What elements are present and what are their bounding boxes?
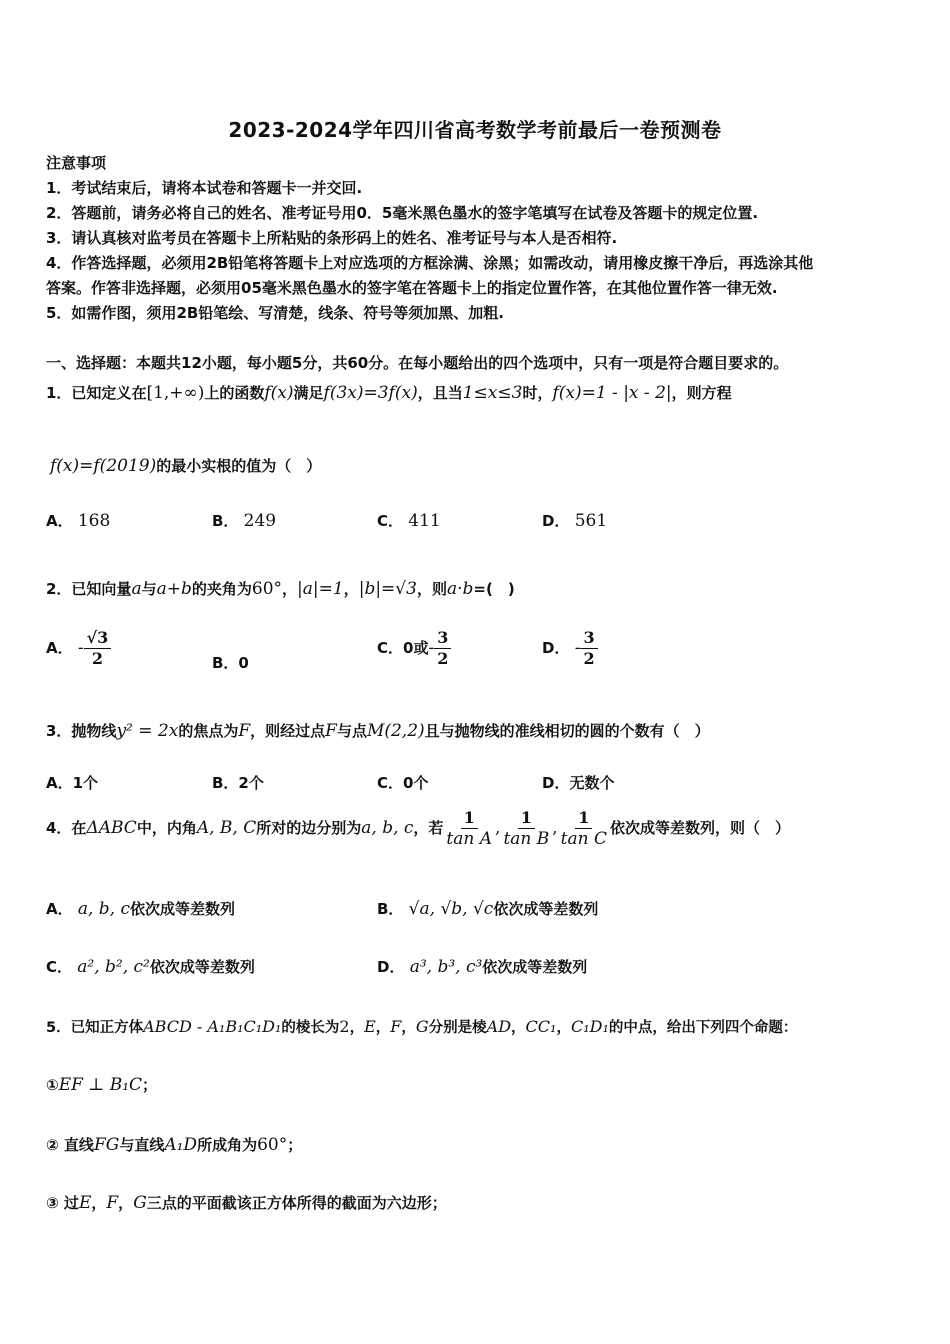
option-label: D． [542,512,570,530]
option-value: 411 [408,511,441,531]
notice-item: 5．如需作图，须用2B铅笔绘、写清楚，线条、符号等须加黑、加粗. [46,304,505,322]
statement-text: ② 直线 [46,1136,94,1154]
question-text: ， [349,1020,365,1036]
option-d [542,628,598,669]
option-a: A．1个 [46,774,99,792]
option-c: C．0个 [377,774,429,792]
math-expr: FG [93,1135,120,1155]
option-label: B． [212,512,239,530]
option-b: B．2个 [212,774,264,792]
option-d [377,956,587,977]
math-expr: 60° [251,579,283,599]
question-text: ， [556,1020,571,1036]
question-text: 满足 [293,384,324,402]
statement-number: ① [46,1076,59,1094]
numerator: 1 [461,808,478,829]
notice-item: 2．答题前，请务必将自己的姓名、准考证号用0．5毫米黑色墨水的签字笔填写在试卷及答题卡的规定位置. [46,204,759,222]
math-expr: A, B, C [196,818,257,838]
option-d: D．无数个 [542,774,615,792]
question-text: 且与抛物线的准线相切的圆的个数有（ ） [424,722,710,740]
math-expr: EF ⊥ B₁C [58,1075,143,1095]
fraction [580,628,597,669]
option-label: C． [46,958,73,976]
math-expr: |b|=√3 [358,579,417,599]
question-text: 的最小实根的值为（ ） [156,457,322,475]
question-text: 3．抛物线 [46,722,117,740]
notice-item: 3．请认真核对监考员在答题卡上所粘贴的条形码上的姓名、准考证号与本人是否相符. [46,229,618,247]
statement-text: ③ 过 [46,1194,79,1212]
question-2 [46,578,515,599]
option-b: B．0 [212,654,249,672]
question-text: 4．在 [46,819,87,837]
math-expr: 2 [339,1017,350,1036]
question-text: ，若 [413,819,444,837]
statement-text: 三点的平面截该正方体所得的截面为六边形； [146,1194,447,1212]
math-expr: E [364,1017,376,1036]
question-text: =( ) [473,580,515,598]
question-text: ，则方程 [671,384,732,402]
statement-text: ； [287,1136,303,1154]
math-expr: F [106,1193,119,1213]
option-c [377,628,451,669]
question-text: 与点 [336,722,367,740]
option-c [46,956,255,977]
statement-text: ； [142,1076,158,1094]
question-text: 2．已知向量 [46,580,132,598]
question-text: 所对的边分别为 [256,819,362,837]
question-text: ，则经过点 [250,722,326,740]
option-label: A． [46,639,73,657]
denominator: tan B [503,829,550,849]
question-text: 5．已知正方体 [46,1020,144,1036]
option-text: 依次成等差数列 [493,900,599,918]
question-text: 与 [141,580,157,598]
option-a [46,510,110,531]
math-expr: F [390,1017,402,1036]
math-expr: F [325,721,337,741]
math-expr: a, b, c [361,818,414,838]
question-text: ， [343,580,359,598]
question-text: ，且当 [417,384,463,402]
option-text: 依次成等差数列 [130,900,236,918]
math-expr: E [78,1193,92,1213]
fraction [558,808,610,849]
notice-heading: 注意事项 [46,154,107,172]
math-expr: ABCD - A₁B₁C₁D₁ [143,1017,282,1036]
math-expr: 1≤x≤3 [462,383,523,403]
option-value: 168 [77,511,111,531]
question-text: ，则 [416,580,447,598]
question-text: 的中点，给出下列四个命题： [608,1020,798,1036]
statement-2 [46,1134,302,1155]
numerator: 1 [518,808,535,829]
math-expr: f(x)=1 - |x - 2| [552,383,672,403]
question-1 [46,382,732,403]
numerator: 3 [580,628,597,649]
question-text: 时， [522,384,553,402]
question-text: ， [511,1020,526,1036]
math-expr: f(3x)=3f(x) [323,383,418,403]
math-expr: A₁D [164,1135,198,1155]
option-label: D． [377,958,405,976]
option-label: C． [377,512,404,530]
option-label: B． [377,900,404,918]
notice-item: 1．考试结束后，请将本试卷和答题卡一并交回. [46,179,363,197]
option-label: A． [46,900,73,918]
math-expr: a+b [156,579,192,599]
question-text: 分别是棱 [428,1020,487,1036]
math-expr: a, b, c [77,899,130,919]
denominator: tan C [560,829,607,849]
numerator: 3 [434,628,451,649]
statement-text: 所成角为 [197,1136,258,1154]
math-expr: f(x) [264,383,294,403]
question-text: ， [282,580,298,598]
question-text: 的焦点为 [178,722,239,740]
math-expr: y² = 2x [116,721,179,741]
question-text: 依次成等差数列，则（ ） [609,819,790,837]
question-text: 上的函数 [204,384,265,402]
denominator: 2 [583,649,595,668]
option-c [377,510,441,531]
question-text: 的夹角为 [191,580,252,598]
math-expr: a [131,579,142,599]
statement-3 [46,1192,447,1213]
question-text: ， [375,1020,391,1036]
fraction [500,808,552,849]
math-expr: |a|=1 [297,579,344,599]
math-expr: [1,+∞) [146,383,205,403]
option-a [46,898,235,919]
notice-item: 4．作答选择题，必须用2B铅笔将答题卡上对应选项的方框涂满、涂黑；如需改动，请用橡皮擦干净后，再选涂其他 [46,254,814,272]
statement-text: ， [118,1194,134,1212]
math-expr: f(x)=f(2019) [50,456,157,476]
fraction [434,628,451,669]
fraction [84,628,112,669]
statement-text: ， [91,1194,107,1212]
notice-item: 答案。作答非选择题，必须用05毫米黑色墨水的签字笔在答题卡上的指定位置作答，在其他位置作答一律无效. [46,279,778,297]
option-label: D． [542,639,570,657]
math-expr: G [133,1193,147,1213]
question-5 [46,1016,797,1037]
option-text: 依次成等差数列 [482,958,588,976]
question-text: 中，内角 [136,819,197,837]
option-value: 249 [243,511,277,531]
denominator: 2 [91,649,103,668]
option-d [542,510,607,531]
minus-sign: - [77,638,84,658]
math-expr: G [415,1017,429,1036]
math-expr: 60° [257,1135,288,1155]
question-text: 1．已知定义在 [46,384,147,402]
option-text: 依次成等差数列 [149,958,255,976]
question-text: 的棱长为 [281,1020,340,1036]
math-expr: C₁D₁ [570,1017,609,1036]
numerator: √3 [84,628,112,649]
statement-1 [46,1074,157,1095]
math-expr: a³, b³, c³ [409,957,483,977]
denominator: 2 [437,649,449,668]
page-title: 2023-2024学年四川省高考数学考前最后一卷预测卷 [228,118,722,142]
math-expr: a·b [446,579,474,599]
option-b [377,898,598,919]
question-text: ， [401,1020,416,1036]
option-value: 561 [574,511,608,531]
math-expr: a², b², c² [77,957,150,977]
question-1-cont [50,455,321,476]
denominator: tan A [446,829,493,849]
question-4: 4．在ΔABC中，内角A, B, C所对的边分别为a, b, c，若 $\frac{1}{\text{tan A}}$ , $\frac{1}{\text{tan B}}$ , $\frac{1}{\text{tan C}}$ 依次成等差数列，则（ ） [46,808,790,849]
math-expr: ΔABC [86,818,137,838]
math-expr: AD [486,1017,512,1036]
numerator: 1 [575,808,592,829]
option-label: C．0或 [377,639,429,657]
math-expr: F [238,721,251,741]
minus-sign: - [574,638,581,658]
option-label: A． [46,512,73,530]
fraction [443,808,495,849]
math-expr: √a, √b, √c [408,899,494,919]
section-heading: 一、选择题：本题共12小题，每小题5分，共60分。在每小题给出的四个选项中，只有一项是符合题目要求的。 [46,354,789,372]
math-expr: CC₁ [525,1017,557,1036]
statement-text: 与直线 [119,1136,165,1154]
question-3 [46,720,710,741]
math-expr: M(2,2) [366,721,425,741]
option-b [212,510,276,531]
minus-sign: - [428,638,435,658]
option-a [46,628,111,669]
